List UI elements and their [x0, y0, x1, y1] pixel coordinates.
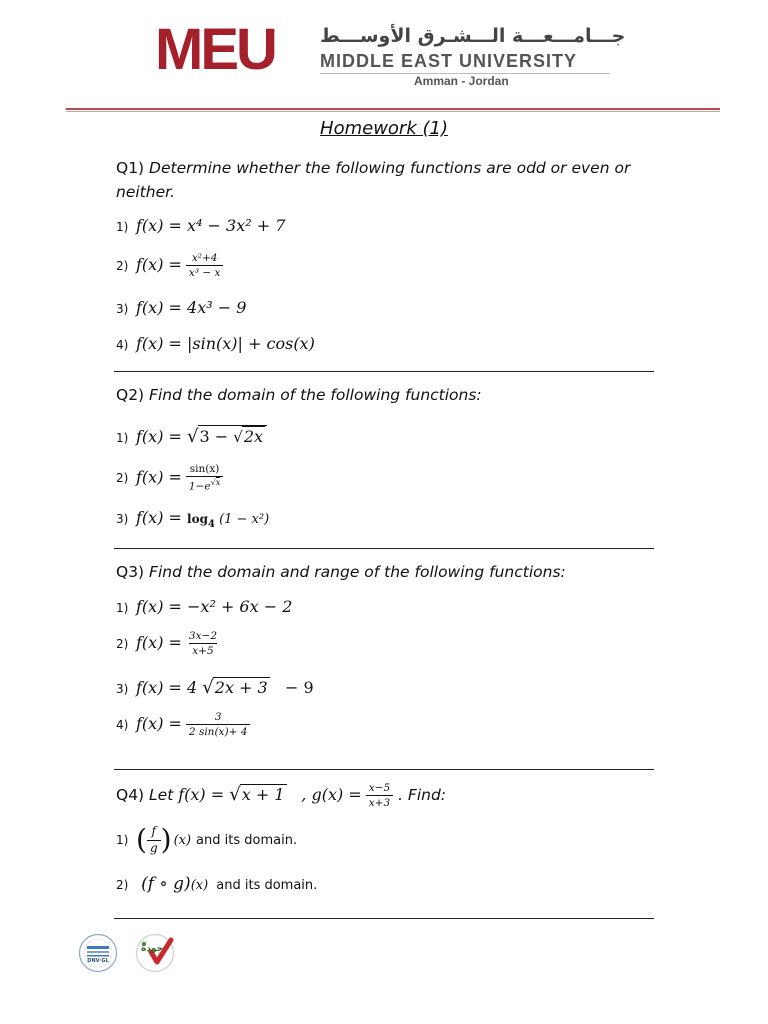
item-number: 1)	[116, 601, 129, 615]
q3-item-1	[116, 597, 292, 616]
inner-radicand: 2x	[243, 427, 264, 446]
radical-sign: √	[233, 428, 243, 446]
f-definition	[178, 785, 286, 804]
quality-badge	[135, 932, 177, 976]
q4-item-2	[116, 874, 317, 894]
q1-item-1	[116, 216, 285, 235]
q1-item-4	[116, 334, 315, 353]
item-number: 1)	[116, 833, 129, 848]
q1-item-2	[116, 252, 223, 279]
fraction	[366, 782, 393, 809]
fraction	[147, 825, 161, 856]
numerator: f	[151, 824, 156, 838]
math-lhs: f(x) = 4	[136, 678, 198, 697]
item-number: 4)	[116, 338, 129, 352]
section-divider	[114, 918, 654, 919]
university-arabic-name: جـــامـــعـــة الـــشـرق الأوســـط	[320, 25, 626, 47]
item-number: 2)	[116, 471, 129, 486]
q1-item-3	[116, 298, 246, 317]
item-number: 3)	[116, 682, 129, 696]
radicand-outer: 3 −	[199, 427, 229, 446]
university-english-name: MIDDLE EAST UNIVERSITY	[320, 51, 578, 71]
denominator: x³ − x	[186, 265, 224, 279]
math-lhs: , g(x) =	[301, 785, 362, 805]
question-4-label: Q4)	[116, 786, 145, 805]
question-1-label: Q1)	[116, 159, 145, 177]
question-4-find: . Find:	[398, 786, 447, 805]
math-lhs: f(x) =	[136, 427, 182, 446]
denominator: x+5	[189, 643, 216, 657]
radicand: 2x + 3	[214, 678, 268, 697]
g-definition	[301, 782, 393, 810]
math-lhs: f(x) =	[136, 255, 182, 275]
denominator: g	[147, 840, 161, 856]
item-number: 3)	[116, 302, 129, 316]
fraction	[186, 252, 224, 279]
math-lhs: f(x) =	[136, 508, 182, 527]
math-lhs: f(x) =	[136, 467, 182, 487]
question-4-heading	[116, 782, 446, 809]
math-expression: f(x) = 4x³ − 9	[136, 298, 247, 317]
section-divider	[114, 548, 654, 549]
denominator-base: 1−e	[188, 480, 211, 493]
header-rule-shadow	[66, 111, 720, 112]
q3-item-3	[116, 677, 314, 698]
math-lhs: f(x) =	[178, 785, 225, 805]
item-number: 4)	[116, 718, 129, 733]
math-argument: (x)	[190, 878, 209, 893]
header-rule	[66, 108, 720, 110]
page-title: Homework (1)	[320, 118, 448, 139]
radical-sign: √	[187, 426, 199, 447]
question-2-heading	[116, 384, 482, 406]
item-number: 3)	[116, 512, 129, 526]
q4-item-1	[116, 825, 297, 856]
item-text: and its domain.	[196, 832, 298, 848]
item-number: 2)	[116, 878, 129, 892]
quality-label: جودة	[140, 944, 164, 954]
radical-sign: √	[229, 784, 241, 806]
question-3-heading	[116, 561, 566, 583]
math-tail: − 9	[285, 678, 314, 697]
math-lhs: f(x) =	[136, 714, 182, 734]
question-4-let: Let	[149, 786, 174, 805]
question-1-heading	[116, 156, 676, 204]
numerator: 3x−2	[188, 630, 218, 642]
composition-expression: (f ∘ g)	[141, 874, 191, 894]
denominator: x+3	[366, 795, 393, 809]
question-2-label: Q2)	[116, 386, 145, 404]
open-paren: (	[136, 823, 147, 857]
fraction	[186, 711, 250, 738]
q2-item-3	[116, 508, 269, 530]
math-lhs: f(x) =	[136, 633, 182, 653]
log-argument: (1 − x²)	[214, 512, 270, 527]
dnv-gl-label: DNV·GL	[87, 958, 109, 964]
q2-item-1	[116, 425, 267, 447]
item-number: 1)	[116, 220, 129, 234]
log-operator: log	[187, 512, 208, 526]
radical-sign: √	[202, 677, 214, 698]
item-number: 1)	[116, 431, 129, 445]
meu-logo: MEU	[155, 17, 275, 82]
item-text: and its domain.	[216, 878, 318, 893]
question-1-text: Determine whether the following functions are odd or even or neither.	[116, 159, 631, 201]
q2-item-2	[116, 463, 223, 493]
radicand	[198, 425, 268, 446]
section-divider	[114, 371, 654, 372]
dnv-gl-certification-badge	[78, 933, 118, 973]
question-3-label: Q3)	[116, 563, 145, 581]
fraction	[186, 630, 220, 657]
q3-item-4	[116, 711, 250, 738]
item-number: 2)	[116, 637, 129, 652]
question-3-text: Find the domain and range of the following functions:	[149, 563, 566, 581]
log-base: 4	[207, 519, 215, 531]
numerator: 3	[214, 711, 222, 723]
denominator: $1-e^{√x}$	[186, 476, 223, 493]
q3-item-2	[116, 630, 220, 657]
radicand: x + 1	[241, 785, 285, 805]
university-location: Amman - Jordan	[414, 74, 509, 88]
question-2-text: Find the domain of the following functions:	[149, 386, 482, 404]
math-expression: f(x) = x⁴ − 3x² + 7	[136, 216, 286, 235]
section-divider	[114, 769, 654, 770]
header	[0, 0, 768, 120]
numerator: x²+4	[191, 252, 218, 264]
math-argument: (x)	[173, 832, 192, 848]
numerator: x−5	[368, 782, 391, 794]
numerator: sin(x)	[189, 463, 220, 475]
exponent-radicand: x	[215, 478, 221, 488]
math-expression: f(x) = |sin(x)| + cos(x)	[136, 334, 315, 353]
item-number: 2)	[116, 259, 129, 274]
math-expression: f(x) = −x² + 6x − 2	[136, 597, 293, 616]
fraction	[186, 463, 223, 493]
close-paren: )	[160, 823, 172, 857]
denominator: 2 sin(x)+ 4	[186, 724, 250, 738]
